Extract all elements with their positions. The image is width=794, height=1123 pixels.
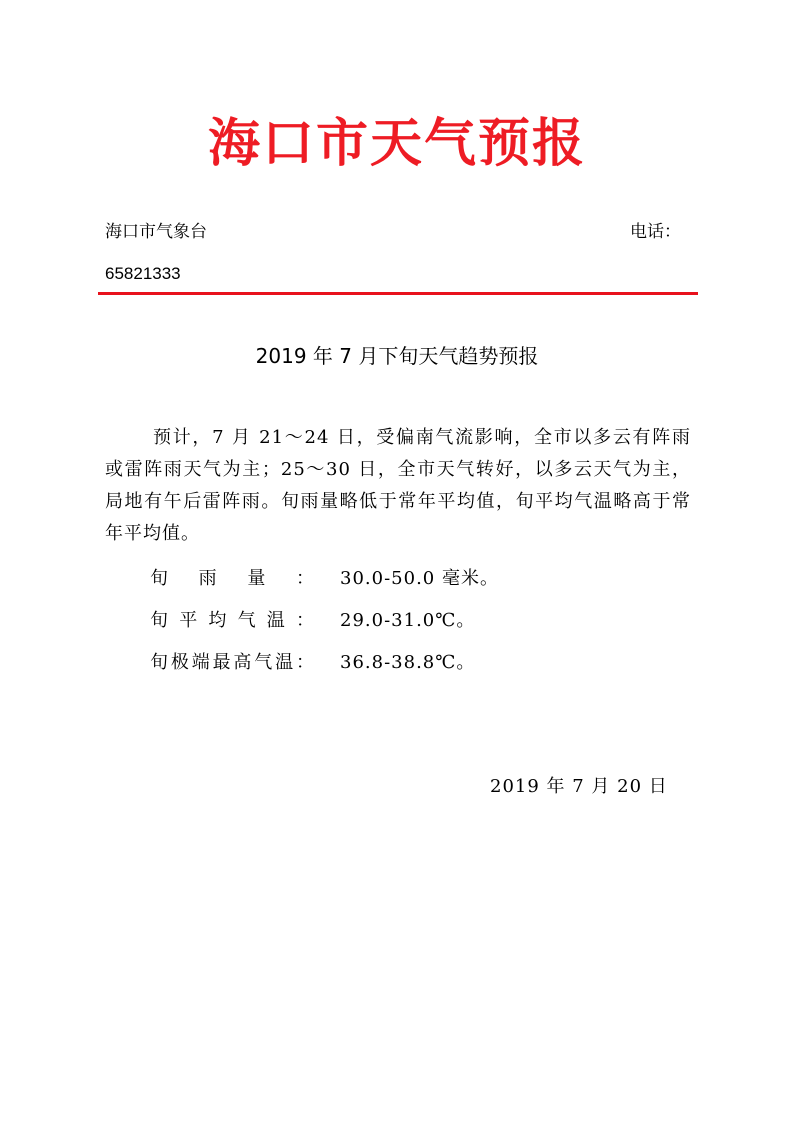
- issue-date: 2019 年 7 月 20 日: [490, 776, 668, 797]
- issuer-name: 海口市气象台: [105, 222, 207, 242]
- forecast-paragraph: 预计，7 月 21～24 日，受偏南气流影响，全市以多云有阵雨或雷阵雨天气为主；25～30 日，全市天气转好，以多云天气为主，局地有午后雷阵雨。旬雨量略低于常年平均值，旬平均气温略高于常年平均值。: [105, 427, 691, 544]
- forecast-heading: 2019 年 7 月下旬天气趋势预报: [255, 344, 539, 368]
- stat-row-rainfall: [150, 565, 499, 593]
- stat-label: 旬极端最高气温：: [150, 652, 314, 673]
- phone-number: 65821333: [105, 264, 181, 283]
- stat-value: 29.0-31.0℃。: [340, 610, 476, 631]
- stat-row-avg-temp: [150, 607, 475, 635]
- stat-row-max-temp: [150, 649, 475, 677]
- stat-label: 旬雨量：: [150, 568, 314, 589]
- stat-value: 36.8-38.8℃。: [340, 652, 476, 673]
- stat-value: 30.0-50.0 毫米。: [340, 568, 499, 589]
- document-title: 海口市天气预报: [207, 114, 586, 174]
- header-divider: [98, 292, 698, 295]
- phone-label: 电话：: [630, 222, 681, 242]
- stat-label: 旬平均气温：: [150, 610, 314, 631]
